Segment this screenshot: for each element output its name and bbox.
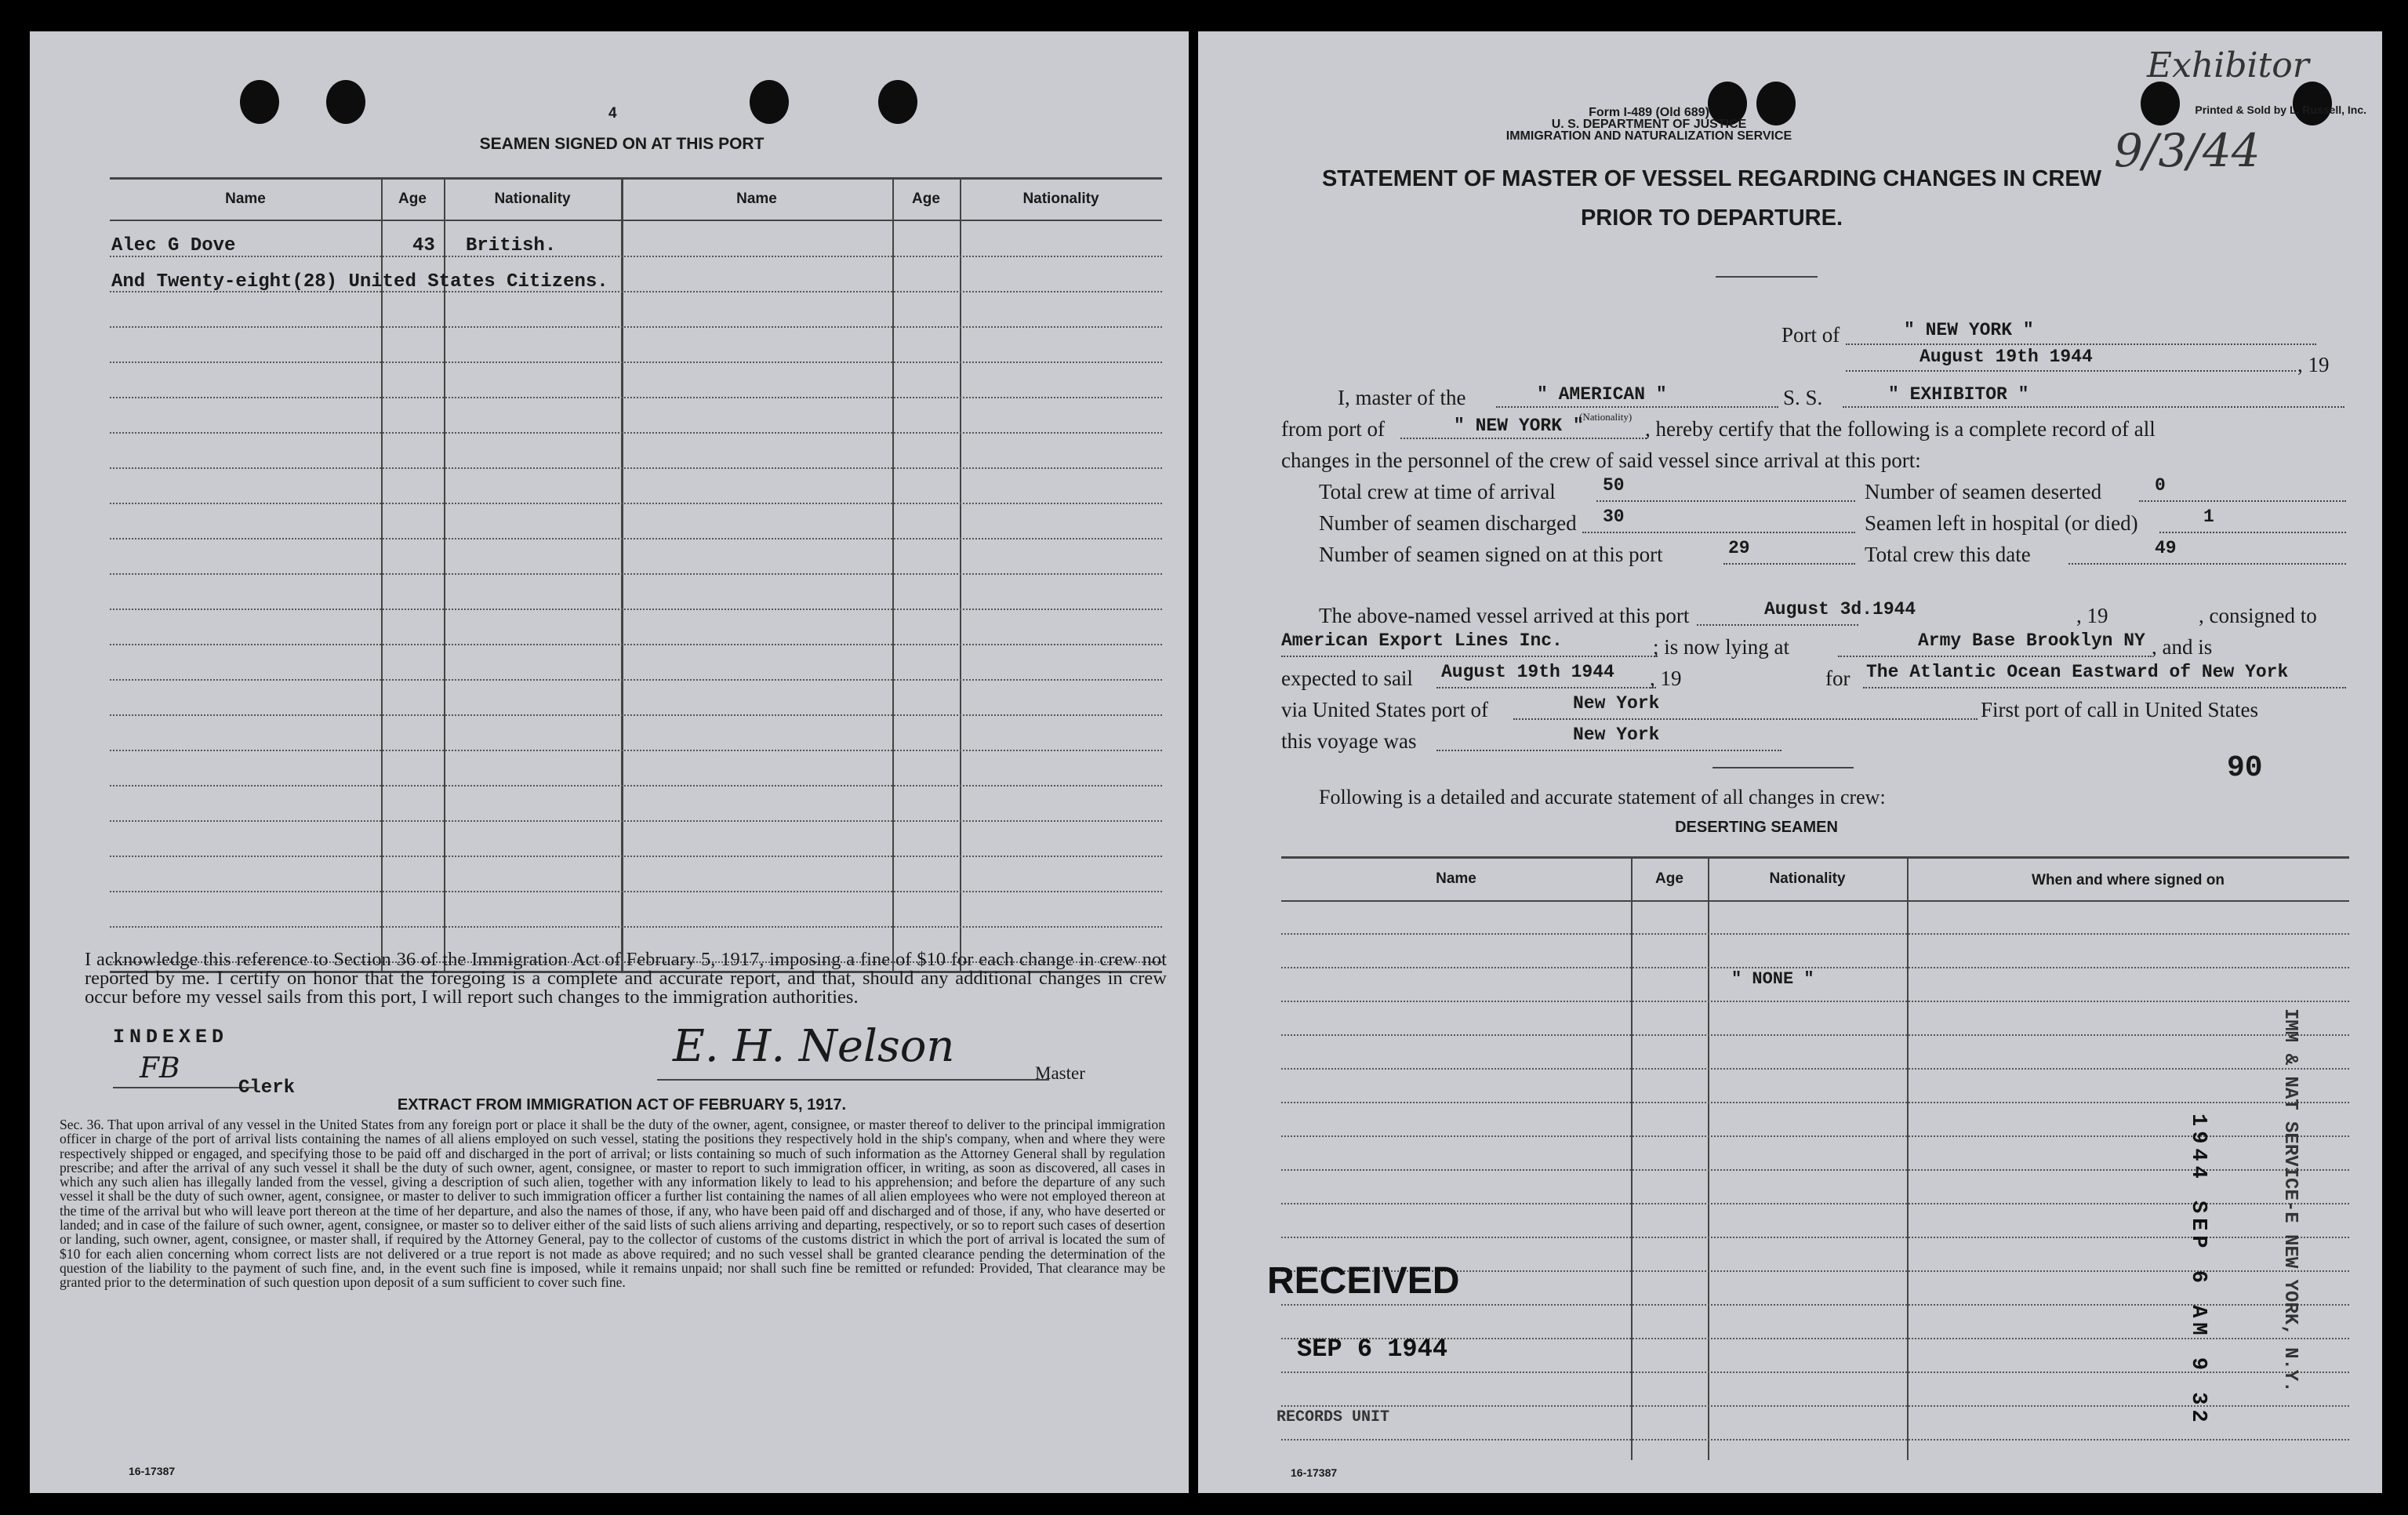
table-rule	[1281, 933, 2349, 935]
punch-hole	[326, 80, 365, 124]
acknowledgement-text: I acknowledge this reference to Section 36 of the Immigration Act of February 5, 1917, imposing a fine of $10 for each change in crew not reported by me. I certify on honor that the foregoing is a complete and accurate report, and that, should any additional changes in crew occur before my vessel sails from this port, I will report such changes to the immigration authorities.	[85, 949, 1167, 1008]
header-name: Name	[225, 191, 266, 207]
table-rule	[110, 397, 1162, 398]
form-header	[1198, 107, 2100, 142]
table-row-name: And Twenty-eight(28) United States Citizens.	[111, 271, 608, 292]
consigned-label: , consigned to	[2199, 604, 2317, 627]
page-number: 4	[608, 105, 617, 122]
form-code-right: 16-17387	[1291, 1466, 1338, 1479]
punch-hole	[750, 80, 789, 124]
right-page	[1198, 31, 2382, 1493]
via-port: New York	[1573, 693, 1660, 714]
header-age-2: Age	[912, 191, 940, 207]
for-label: for	[1825, 667, 1850, 690]
indexed-label: INDEXED	[113, 1026, 229, 1048]
deserting-entry: " NONE "	[1731, 969, 1814, 989]
table-rule	[110, 361, 1162, 363]
year-suffix: , 19	[2297, 353, 2330, 376]
statute-text: Sec. 36. That upon arrival of any vessel in the United States from any foreign port or place it shall be the duty of the owner, agent, consignee, or master thereof to deliver to the principal immigration officer in charge of the port of arrival lists containing the names of all aliens employed on such vessel, stating the positions they respectively hold in the ship's company, when and where they were respectively shipped or engaged, and specifying those to be paid off and discharged in the port of arrival; or lists containing so much of such information as the Attorney General shall by regulation prescribe; and after the arrival of any such vessel it shall be the duty of such owner, agent, consignee, or master to report to such immigration officer, in writing, as soon as discovered, all cases in which any such alien has illegally landed from the vessel, giving a description of such alien, together with any information likely to lead to his apprehension; and before the departure of any such vessel it shall be the duty of such owner, agent, consignee, or master to deliver to such immigration officer a further list containing the names of all alien employees who were not employed thereon at the time of the arrival but who will leave port thereon at the time of her departure, and also the names of those, if any, who have been paid off and discharged and of those, if any, who have deserted or landed; and in case of the failure of such owner, agent, consignee, or master so to deliver either of the said lists of such aliens arriving and departing, respectively, or so to report such cases of desertion or landing, such owner, agent, consignee, or master shall, if required by the Attorney General, pay to the collector of customs of the customs district in which the port of arrival is located the sum of $10 for each alien concerning whom correct lists are not delivered or a true report is not made as above required; and no such vessel shall be granted clearance pending the determination of the question of the liability to the payment of such fine, and, in the event such fine is imposed, while it remains unpaid; nor shall such fine be remitted or refunded: Provided, That clearance may be granted prior to the determination of such question upon deposit of a sum sufficient to cover such fine.	[60, 1117, 1165, 1291]
printer-credit: Printed & Sold by L. Russell, Inc.	[2195, 104, 2366, 116]
deserting-header-signed-on: When and where signed on	[2032, 872, 2225, 888]
table-rule	[110, 538, 1162, 540]
table-rule	[1281, 1102, 2349, 1103]
from-port-label: from port of	[1281, 417, 1385, 441]
port-label: Port of	[1781, 323, 1840, 347]
punch-hole	[240, 80, 279, 124]
page-count: 90	[2227, 751, 2263, 785]
form-code: 16-17387	[129, 1465, 176, 1477]
following-text: Following is a detailed and accurate statement of all changes in crew:	[1319, 786, 1886, 808]
received-stamp: RECEIVED	[1267, 1260, 1460, 1302]
table-rule	[110, 503, 1162, 504]
consignee: American Export Lines Inc.	[1281, 630, 1563, 651]
table-rule	[110, 432, 1162, 434]
header-nationality: Nationality	[494, 191, 571, 207]
deserting-header-name: Name	[1436, 870, 1476, 887]
port-value: " NEW YORK "	[1904, 320, 2034, 340]
table-rule	[110, 820, 1162, 822]
form-number: Form I-489 (Old 689)	[1589, 106, 1709, 119]
table-rule	[110, 785, 1162, 787]
deserting-header-age: Age	[1655, 870, 1683, 887]
ss-label: S. S.	[1783, 386, 1823, 409]
form-title: STATEMENT OF MASTER OF VESSEL REGARDING CHANGES IN CREW	[1321, 166, 2102, 191]
total-today-label: Total crew this date	[1865, 543, 2031, 566]
deserting-title: DESERTING SEAMEN	[1675, 819, 1838, 836]
signed-on-value: 29	[1728, 538, 1750, 558]
table-rule	[1281, 1068, 2349, 1070]
deserting-header-nationality: Nationality	[1769, 870, 1846, 887]
extract-title: EXTRACT FROM IMMIGRATION ACT OF FEBRUARY 5, 1917.	[397, 1096, 847, 1114]
table-rule	[110, 679, 1162, 681]
table-rule	[110, 714, 1162, 716]
table-rule	[110, 644, 1162, 645]
clerk-label: Clerk	[238, 1077, 296, 1099]
table-rule	[110, 609, 1162, 610]
discharged-label: Number of seamen discharged	[1319, 511, 1577, 535]
received-date-stamp: SEP 6 1944	[1297, 1335, 1448, 1364]
changes-text: changes in the personnel of the crew of said vessel since arrival at this port:	[1281, 449, 1921, 472]
deserted-value: 0	[2155, 475, 2166, 496]
table-rule	[1281, 1001, 2349, 1002]
certify-text: , hereby certify that the following is a complete record of all	[1645, 417, 2156, 441]
signed-on-label: Number of seamen signed on at this port	[1319, 543, 1663, 566]
service-stamp: IMM & NAT SERVICE-E NEW YORK, N.Y.	[2279, 1008, 2301, 1393]
arrival-year: , 19	[2076, 604, 2108, 627]
records-unit-stamp: RECORDS UNIT	[1277, 1408, 1390, 1426]
hospital-value: 1	[2203, 507, 2214, 527]
table-rule	[110, 573, 1162, 575]
service: IMMIGRATION AND NATURALIZATION SERVICE	[1505, 129, 1792, 143]
nationality-caption: (Nationality)	[1579, 411, 1633, 423]
table-rule	[110, 326, 1162, 328]
table-rule	[110, 926, 1162, 928]
table-rule	[110, 891, 1162, 892]
voyage-label: this voyage was	[1281, 729, 1417, 753]
total-today-value: 49	[2155, 538, 2177, 558]
handwritten-note: Exhibitor	[2147, 45, 2309, 85]
table-rule	[110, 467, 1162, 469]
date-value: August 19th 1944	[1919, 347, 2093, 367]
master-label: Master	[1035, 1063, 1085, 1083]
from-port-value: " NEW YORK "	[1454, 416, 1584, 436]
master-of-label: I, master of the	[1338, 386, 1466, 409]
deserted-label: Number of seamen deserted	[1865, 480, 2102, 503]
via-label: via United States port of	[1281, 698, 1488, 721]
handwritten-date: 9/3/44	[2114, 124, 2261, 177]
and-is-label: , and is	[2152, 635, 2213, 659]
form-title-2: PRIOR TO DEPARTURE.	[1580, 205, 1843, 231]
sail-date: August 19th 1944	[1441, 662, 1614, 682]
lying-at: Army Base Brooklyn NY	[1918, 630, 2145, 651]
total-crew-arrival-value: 50	[1603, 475, 1625, 496]
table-rule	[1281, 1034, 2349, 1036]
table-rule	[110, 750, 1162, 751]
arrived-label: The above-named vessel arrived at this port	[1319, 604, 1690, 627]
discharged-value: 30	[1603, 507, 1625, 527]
total-crew-arrival-label: Total crew at time of arrival	[1319, 480, 1556, 503]
lying-label: ; is now lying at	[1653, 635, 1789, 659]
punch-hole	[878, 80, 917, 124]
table-rule	[110, 256, 1162, 257]
table-row-nationality: British.	[466, 235, 557, 256]
department: U. S. DEPARTMENT OF JUSTICE	[1551, 118, 1747, 131]
table-row-age: 43	[412, 235, 435, 256]
table-row-name: Alec G Dove	[111, 235, 236, 256]
nationality-value: " AMERICAN "	[1537, 384, 1667, 405]
left-page	[30, 31, 1189, 1493]
master-signature: E. H. Nelson	[673, 1021, 955, 1072]
hospital-label: Seamen left in hospital (or died)	[1865, 511, 2138, 535]
arrival-date: August 3d.1944	[1764, 599, 1916, 619]
first-port-value: New York	[1573, 725, 1660, 745]
destination: The Atlantic Ocean Eastward of New York	[1866, 662, 2289, 682]
sail-year: , 19	[1650, 667, 1682, 690]
vessel-name: " EXHIBITOR "	[1888, 384, 2029, 405]
first-port-label: First port of call in United States	[1981, 698, 2258, 721]
clerk-initials: FB	[140, 1052, 180, 1084]
table-rule	[110, 291, 1162, 292]
section-title: SEAMEN SIGNED ON AT THIS PORT	[479, 135, 765, 153]
table-rule	[1281, 967, 2349, 968]
expected-label: expected to sail	[1281, 667, 1413, 690]
header-name-2: Name	[736, 191, 777, 207]
header-nationality-2: Nationality	[1022, 191, 1099, 207]
date-stamp: 1944 SEP 6 AM 9 32	[2186, 1114, 2210, 1427]
header-age: Age	[398, 191, 427, 207]
table-rule	[110, 856, 1162, 857]
table-rule	[1281, 1439, 2349, 1441]
